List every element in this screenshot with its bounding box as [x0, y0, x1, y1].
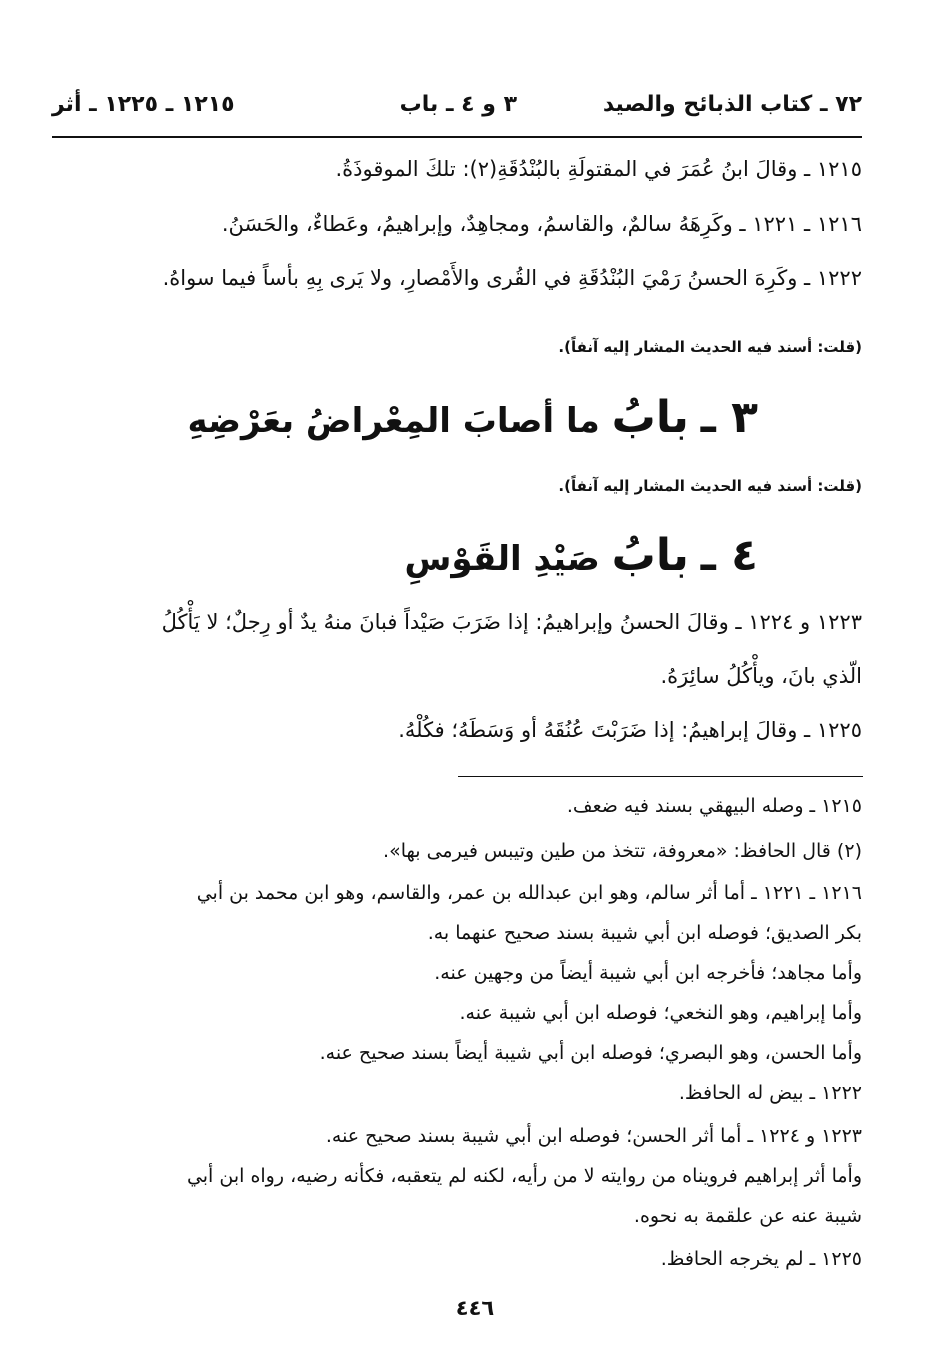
editor-note-1: (قلت: أسند فيه الحديث المشار إليه آنفاً).	[558, 338, 862, 356]
running-header	[52, 92, 862, 132]
chapter-3-number: ٣ ـ	[700, 392, 758, 443]
footnote-ibrahim-athar-line1: وأما أثر إبراهيم فرويناه من روايته لا من رأيه، لكنه لم يتعقبه، فكأنه رضيه، رواه ابن أبي	[186, 1165, 862, 1187]
chapter-3-bab: بابُ	[611, 392, 689, 443]
editor-note-2: (قلت: أسند فيه الحديث المشار إليه آنفاً).	[558, 477, 862, 495]
footnote-hasan: وأما الحسن، وهو البصري؛ فوصله ابن أبي شيبة أيضاً بسند صحيح عنه.	[319, 1042, 862, 1064]
chapter-4-heading	[404, 530, 758, 581]
footnote-1222: ١٢٢٢ ـ بيض له الحافظ.	[678, 1082, 862, 1104]
header-chapter: ٣ و ٤ ـ باب	[399, 92, 517, 117]
header-divider	[52, 136, 862, 138]
athar-1222: ١٢٢٢ ـ وكَرِهَ الحسنُ رَمْيَ البُنْدُقَةِ في القُرى والأَمْصارِ، ولا يَرى بِهِ بأساً فيما سواهُ.	[162, 266, 862, 290]
chapter-4-title: صَيْدِ القَوْسِ	[404, 539, 600, 579]
chapter-3-heading	[188, 392, 758, 443]
athar-1223-1224-line2: الّذي بانَ، ويأْكُلُ سائِرَهُ.	[660, 664, 862, 688]
athar-1216-1221: ١٢١٦ ـ ١٢٢١ ـ وكَرِهَهُ سالمٌ، والقاسمُ، ومجاهِدٌ، وإبراهيمُ، وعَطاءٌ، والحَسَنُ.	[221, 212, 862, 236]
footnote-1216-1221-line1: ١٢١٦ ـ ١٢٢١ ـ أما أثر سالم، وهو ابن عبدالله بن عمر، والقاسم، وهو ابن محمد بن أبي	[196, 882, 862, 904]
athar-1215: ١٢١٥ ـ وقالَ ابنُ عُمَرَ في المقتولَةِ بالبُنْدُقَةِ(٢): تلكَ الموقوذَةُ.	[335, 157, 862, 181]
footnote-ibrahim: وأما إبراهيم، وهو النخعي؛ فوصله ابن أبي شيبة عنه.	[459, 1002, 862, 1024]
chapter-4-number: ٤ ـ	[700, 530, 758, 581]
header-range: ١٢١٥ ـ ١٢٢٥ ـ أثر	[52, 92, 235, 117]
footnote-separator	[458, 776, 863, 777]
page-number: ٤٤٦	[455, 1296, 495, 1320]
footnote-2: (٢) قال الحافظ: «معروفة، تتخذ من طين وتيبس فيرمى بها».	[383, 840, 862, 862]
athar-1223-1224-line1: ١٢٢٣ و ١٢٢٤ ـ وقالَ الحسنُ وإبراهيمُ: إذا ضَرَبَ صَيْداً فبانَ منهُ يدٌ أو رِجلٌ؛ لا يَأْكُلُ	[161, 610, 862, 634]
chapter-4-bab: بابُ	[611, 530, 689, 581]
footnote-ibrahim-athar-line2: شيبة عنه عن علقمة به نحوه.	[633, 1205, 862, 1227]
footnote-mujahid: وأما مجاهد؛ فأخرجه ابن أبي شيبة أيضاً من وجهين عنه.	[434, 962, 862, 984]
chapter-3-title: ما أصابَ المِعْراضُ بعَرْضِهِ	[187, 401, 600, 441]
footnote-1223-1224: ١٢٢٣ و ١٢٢٤ ـ أما أثر الحسن؛ فوصله ابن أبي شيبة بسند صحيح عنه.	[325, 1125, 862, 1147]
footnote-1215: ١٢١٥ ـ وصله البيهقي بسند فيه ضعف.	[566, 795, 862, 817]
footnote-1225: ١٢٢٥ ـ لم يخرجه الحافظ.	[660, 1248, 862, 1270]
athar-1225: ١٢٢٥ ـ وقالَ إبراهيمُ: إذا ضَرَبْتَ عُنُقَهُ أو وَسَطَهُ؛ فكُلْهُ.	[398, 718, 862, 742]
footnote-1216-1221-line2: بكر الصديق؛ فوصله ابن أبي شيبة بسند صحيح عنهما به.	[427, 922, 862, 944]
header-book-title: ٧٢ ـ كتاب الذبائح والصيد	[602, 92, 862, 117]
